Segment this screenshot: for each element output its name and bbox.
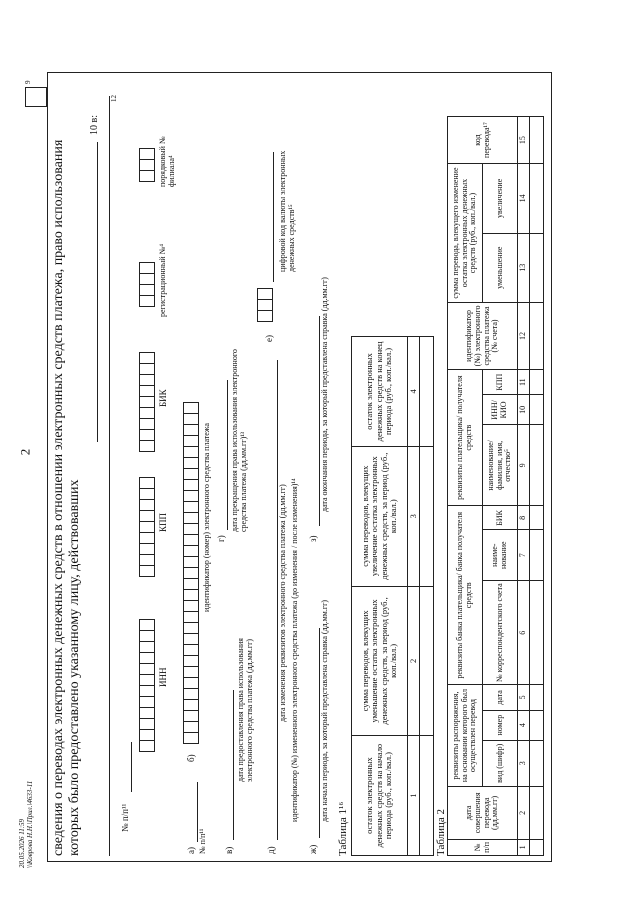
t2-cell (529, 506, 543, 530)
branch-boxes (139, 149, 155, 182)
footnote-box (25, 87, 47, 107)
t2-h-dec: уменьшение (483, 233, 518, 302)
t2-h-number: номер (483, 710, 518, 740)
branch-num-label: порядковый № филиала⁴ (158, 136, 176, 187)
t2-num: 5 (518, 685, 530, 710)
t1-h1: остаток электронных денежных средств на начало периода (руб., коп./вал.) (352, 736, 408, 856)
t2-num: 12 (518, 302, 530, 369)
t2-num: 1 (518, 839, 530, 855)
t2-cell (529, 425, 543, 506)
t2-h-sum: сумма перевода, влекущего изменение остатка электронных денежных средств (руб., коп./вал.) (448, 164, 483, 303)
t2-num: 11 (518, 369, 530, 394)
header-underline (97, 142, 98, 442)
bik-label: БИК (158, 389, 168, 407)
t2-num: 6 (518, 581, 530, 685)
t2-h-payername: наименование/ фамилия, имя, отчество⁵ (483, 425, 518, 506)
item-v: в) (224, 846, 234, 854)
t1-c2 (420, 586, 434, 736)
t1-n3: 3 (408, 446, 420, 586)
t2-h-inn: ИНН/ КИО (483, 395, 518, 425)
t2-num: 3 (518, 740, 530, 786)
item-b-num: № п/п¹¹ (198, 828, 207, 854)
t2-cell (529, 786, 543, 839)
t2-num: 10 (518, 395, 530, 425)
t1-n1: 1 (408, 736, 420, 856)
t2-h-date: дата совершения перевода (дд.мм.гг) (448, 786, 518, 839)
item-e: е) (264, 335, 274, 342)
header-divider (109, 96, 110, 856)
item-v-label: дата предоставления права использования электронного средства платежа (дд.мм.гг) (236, 638, 254, 782)
t2-cell (529, 233, 543, 302)
t2-num: 2 (518, 786, 530, 839)
t2-num: 7 (518, 530, 530, 581)
item-zh: ж) (308, 844, 318, 854)
t2-cell (529, 530, 543, 581)
t2-h-docs: реквизиты распоряжения, на основании которого был осуществлен перевод (448, 685, 483, 787)
esp-id-boxes (183, 403, 199, 744)
t2-empty-row (529, 117, 543, 856)
reg-num-label: регистрационный №⁴ (158, 243, 167, 317)
t1-h4: остаток электронных денежных средств на конец периода (руб., коп./вал.) (352, 337, 408, 447)
t1-c3 (420, 446, 434, 586)
table1 (351, 336, 434, 856)
t1-h3: сумма переводов, влекущих увеличение остатка электронных денежных средств, за период (руб., коп./вал.) (352, 446, 408, 586)
item-g-label: дата прекращения права использования электронного средства платежа (дд.мм.гг)¹³ (230, 349, 248, 532)
t2-num-row (518, 117, 530, 856)
item-a: а) (186, 847, 196, 854)
table2 (447, 116, 544, 856)
t2-h-docdate: дата (483, 685, 518, 710)
t2-num: 13 (518, 233, 530, 302)
page-number: 2 (17, 448, 33, 456)
item-e-line (273, 152, 274, 282)
t2-cell (529, 740, 543, 786)
currency-boxes (257, 289, 273, 322)
item-d-label: дата изменения реквизитов электронного средства платежа (дд.мм.гг) (278, 484, 287, 722)
item-z: з) (308, 535, 318, 542)
t2-h-code: код перевода¹⁷ (448, 117, 518, 164)
t2-cell (529, 710, 543, 740)
t2-cell (529, 117, 543, 164)
t1-c4 (420, 337, 434, 447)
footnote-12: 12 (110, 95, 118, 102)
t2-h-bankname: наиме-нование (483, 530, 518, 581)
t2-h-corr: № корреспондентского счета (483, 581, 518, 685)
row-num-line (131, 742, 132, 792)
inn-boxes (139, 620, 155, 752)
table1-title: Таблица 1¹⁶ (337, 801, 349, 856)
print-path: \\Коврова Н.Н.\Прил.\4633-11 (26, 780, 34, 868)
item-d-label2: идентификатор (№) измененного электронного средства платежа (до изменения / после изменения)¹⁴ (290, 478, 299, 822)
item-g: г) (216, 535, 226, 542)
bik-boxes (139, 353, 155, 452)
t2-num: 15 (518, 117, 530, 164)
item-g-line (227, 380, 228, 530)
t2-h-kpp: КПП (483, 369, 518, 394)
item-d: д) (266, 846, 276, 854)
t2-cell (529, 369, 543, 394)
t2-cell (529, 302, 543, 369)
item-z-label: дата окончания периода, за который представлена справка (дд.мм.гг) (320, 277, 329, 512)
inn-label: ИНН (158, 667, 168, 687)
item-zh-label: дата начала периода, за который представлена справка (дд.мм.гг) (320, 599, 329, 822)
print-date: 20.05.2026 11:59 (18, 818, 26, 868)
t2-h-bank: реквизиты банка плательщика/ банка получателя средств (448, 506, 483, 685)
item-v-line (233, 690, 234, 840)
item-b: б) (186, 754, 196, 762)
t2-num: 9 (518, 425, 530, 506)
kpp-boxes (139, 478, 155, 577)
kpp-label: КПП (158, 512, 168, 532)
t1-n4: 4 (408, 337, 420, 447)
t2-cell (529, 685, 543, 710)
esp-id-label: идентификатор (номер) электронного средства платежа (202, 423, 211, 612)
t2-h-payer: реквизиты плательщика/ получателя средств (448, 369, 483, 505)
t1-h2: сумма переводов, влекущих уменьшение остатка электронных денежных средств, за период (руб., коп./вал.) (352, 586, 408, 736)
t2-h-esp: идентификатор (№) электронного средства платежа (№ счета) (448, 302, 518, 369)
t2-cell (529, 395, 543, 425)
row-num-label: № п/п¹¹ (120, 803, 130, 832)
t2-num: 14 (518, 164, 530, 233)
t2-h-inc: увеличение (483, 164, 518, 233)
table2-title: Таблица 2 (435, 808, 447, 856)
item-e-label: цифровой код валюты электронных денежных средств¹⁵ (278, 150, 296, 272)
footnote-10: 10 в: (89, 115, 100, 135)
footnote-9: 9 (24, 80, 32, 84)
reg-boxes (139, 263, 155, 307)
t2-cell (529, 164, 543, 233)
t2-cell (529, 581, 543, 685)
t2-num: 4 (518, 710, 530, 740)
t1-c1 (420, 736, 434, 856)
t2-cell (529, 839, 543, 855)
t2-num: 8 (518, 506, 530, 530)
print-footer (18, 781, 34, 868)
t2-h-no: № п/п (448, 839, 518, 855)
form-header: сведения о переводах электронных денежных средств в отношении электронных средств платежа, право использования которых было предоставлено указанному лицу, действовавших (51, 139, 83, 856)
t2-h-kind: вид (шифр) (483, 740, 518, 786)
t2-h-bik: БИК (483, 506, 518, 530)
t1-n2: 2 (408, 586, 420, 736)
